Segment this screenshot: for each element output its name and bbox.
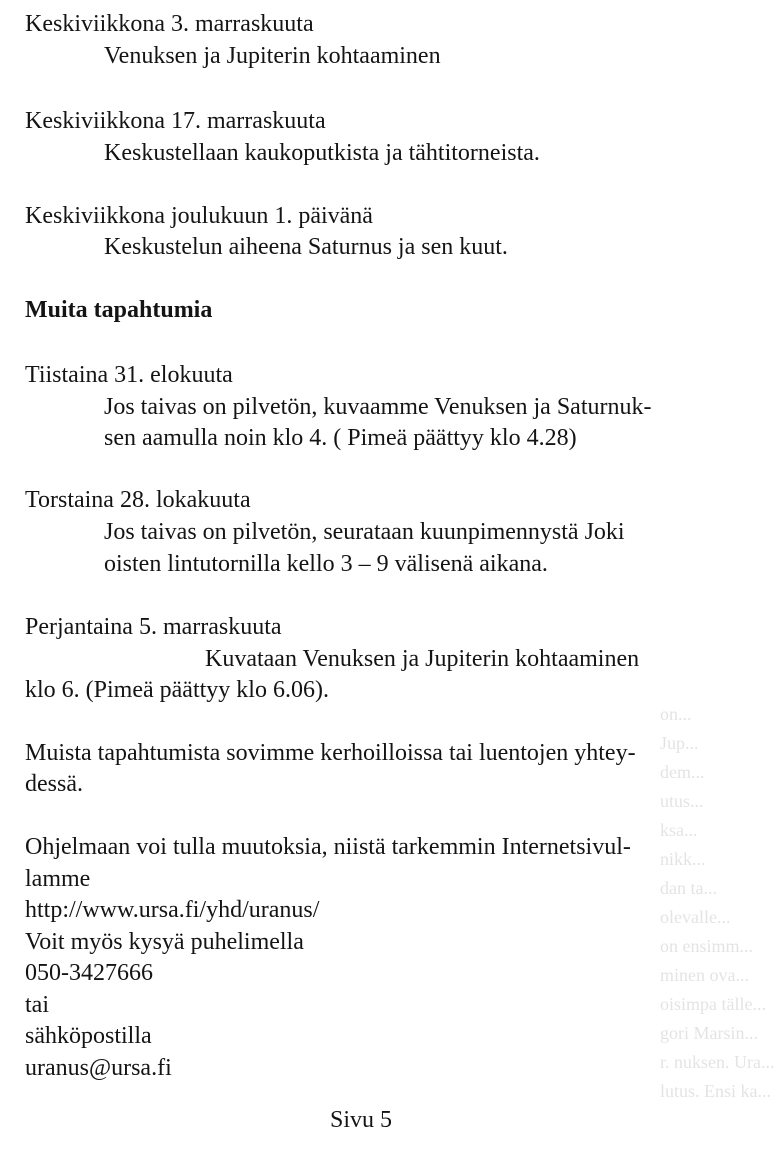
event-description: klo 6. (Pimeä päättyy klo 6.06).	[25, 677, 329, 703]
event-date: Keskiviikkona joulukuun 1. päivänä	[25, 203, 373, 229]
event-description: Jos taivas on pilvetön, seurataan kuunpimennystä Joki	[104, 519, 625, 545]
bleed-line: r. nuksen. Ura...	[660, 1052, 774, 1072]
event-description: sen aamulla noin klo 4. ( Pimeä päättyy klo 4.28)	[104, 425, 577, 451]
bleed-line: minen ova...	[660, 965, 749, 985]
website-url: http://www.ursa.fi/yhd/uranus/	[25, 897, 320, 923]
bleed-line: Jup...	[660, 733, 699, 753]
event-description: Venuksen ja Jupiterin kohtaaminen	[104, 43, 441, 69]
event-date: Torstaina 28. lokakuuta	[25, 487, 251, 513]
contact-text: Ohjelmaan voi tulla muutoksia, niistä tarkemmin Internetsivul-	[25, 834, 631, 860]
bleed-line: ksa...	[660, 820, 698, 840]
bleed-line: gori Marsin...	[660, 1023, 758, 1043]
bleed-line: utus...	[660, 791, 704, 811]
contact-text: Voit myös kysyä puhelimella	[25, 929, 304, 955]
event-description: Keskustellaan kaukoputkista ja tähtitorneista.	[104, 140, 540, 166]
event-date: Keskiviikkona 3. marraskuuta	[25, 11, 314, 37]
contact-text: sähköpostilla	[25, 1023, 152, 1049]
event-description: Jos taivas on pilvetön, kuvaamme Venuksen ja Saturnuk-	[104, 394, 652, 420]
event-description: Keskustelun aiheena Saturnus ja sen kuut.	[104, 234, 508, 260]
note-text: dessä.	[25, 771, 83, 797]
event-date: Tiistaina 31. elokuuta	[25, 362, 233, 388]
phone-number: 050-3427666	[25, 960, 153, 986]
bleed-line: oisimpa tälle...	[660, 994, 766, 1014]
bleed-line: on...	[660, 704, 692, 724]
note-text: Muista tapahtumista sovimme kerhoilloissa tai luentojen yhtey-	[25, 740, 636, 766]
email-address: uranus@ursa.fi	[25, 1055, 172, 1081]
bleed-line: dan ta...	[660, 878, 717, 898]
contact-text: lamme	[25, 866, 91, 892]
event-description: oisten lintutornilla kello 3 – 9 välisenä aikana.	[104, 551, 548, 577]
bleed-line: nikk...	[660, 849, 706, 869]
bleed-line: on ensimm...	[660, 936, 753, 956]
contact-text: tai	[25, 992, 49, 1018]
event-description: Kuvataan Venuksen ja Jupiterin kohtaaminen	[205, 646, 640, 672]
section-heading: Muita tapahtumia	[25, 297, 213, 323]
bleed-line: olevalle...	[660, 907, 731, 927]
page-number: Sivu 5	[330, 1107, 393, 1133]
bleed-line: dem...	[660, 762, 705, 782]
bleed-through-text	[660, 700, 774, 1154]
event-date: Perjantaina 5. marraskuuta	[25, 614, 282, 640]
bleed-line: lutus. Ensi ka...	[660, 1081, 771, 1101]
event-date: Keskiviikkona 17. marraskuuta	[25, 108, 326, 134]
